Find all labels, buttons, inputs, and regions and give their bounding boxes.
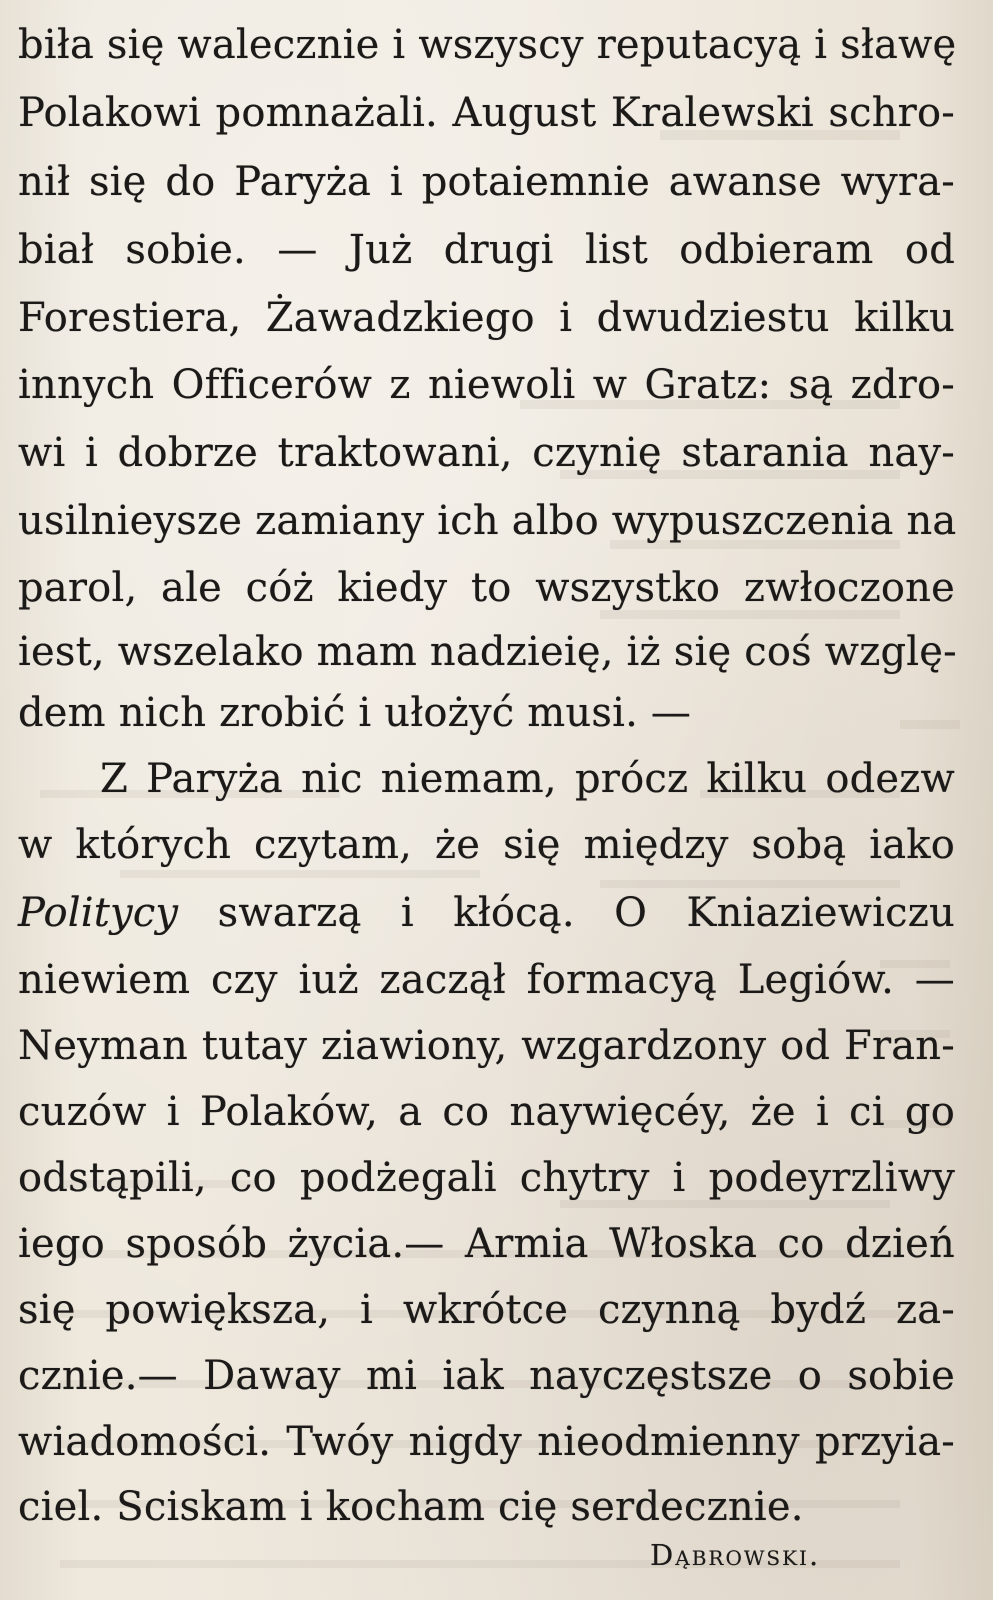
text-line: wi i dobrze traktowani, czynię starania nay- bbox=[18, 430, 955, 476]
text-line: Polakowi pomnażali. August Kralewski schro- bbox=[18, 90, 955, 136]
text-line: biła się walecznie i wszyscy reputacyą i sławę bbox=[18, 22, 957, 68]
text-line: się powiększa, i wkrótce czynną bydź za- bbox=[18, 1287, 955, 1333]
text-line: w których czytam, że się między sobą iako bbox=[18, 822, 955, 868]
text-line: biał sobie. — Już drugi list odbieram od bbox=[18, 227, 955, 273]
italic-word: Politycy bbox=[18, 890, 179, 936]
text-line: Neyman tutay ziawiony, wzgardzony od Fran- bbox=[18, 1023, 955, 1069]
text-line: cuzów i Polaków, a co naywięcéy, że i ci go bbox=[18, 1089, 955, 1135]
text-line: innych Officerów z niewoli w Gratz: są zdro- bbox=[18, 362, 955, 408]
signature: Dąbrowski. bbox=[650, 1538, 821, 1572]
paragraph-start-line: Z Paryża nic niemam, prócz kilku odezw bbox=[100, 756, 955, 802]
text-line: cznie.— Daway mi iak nayczęstsze o sobie bbox=[18, 1353, 955, 1399]
text-line: nił się do Paryża i potaiemnie awanse wyra- bbox=[18, 159, 955, 205]
text-line-with-italic bbox=[18, 883, 955, 943]
text-line: niewiem czy iuż zaczął formacyą Legiów. — bbox=[18, 957, 955, 1003]
text-line: parol, ale cóż kiedy to wszystko zwłoczone bbox=[18, 565, 955, 611]
text-line: iest, wszelako mam nadzieię, iż się coś wzglę- bbox=[18, 629, 957, 675]
text-line: ciel. Sciskam i kocham cię serdecznie. bbox=[18, 1484, 804, 1530]
text-line: odstąpili, co podżegali chytry i podeyrzliwy bbox=[18, 1155, 955, 1201]
text-line: wiadomości. Twóy nigdy nieodmienny przyia- bbox=[18, 1419, 955, 1465]
text-line: usilnieysze zamiany ich albo wypuszczenia na bbox=[18, 498, 957, 544]
text-line-rest: swarzą i kłócą. O Kniaziewiczu bbox=[217, 890, 956, 936]
text-line: Forestiera, Żawadzkiego i dwudziestu kilku bbox=[18, 295, 955, 341]
text-line: dem nich zrobić i ułożyć musi. — bbox=[18, 690, 692, 736]
text-line: iego sposób życia.— Armia Włoska co dzień bbox=[18, 1221, 955, 1267]
